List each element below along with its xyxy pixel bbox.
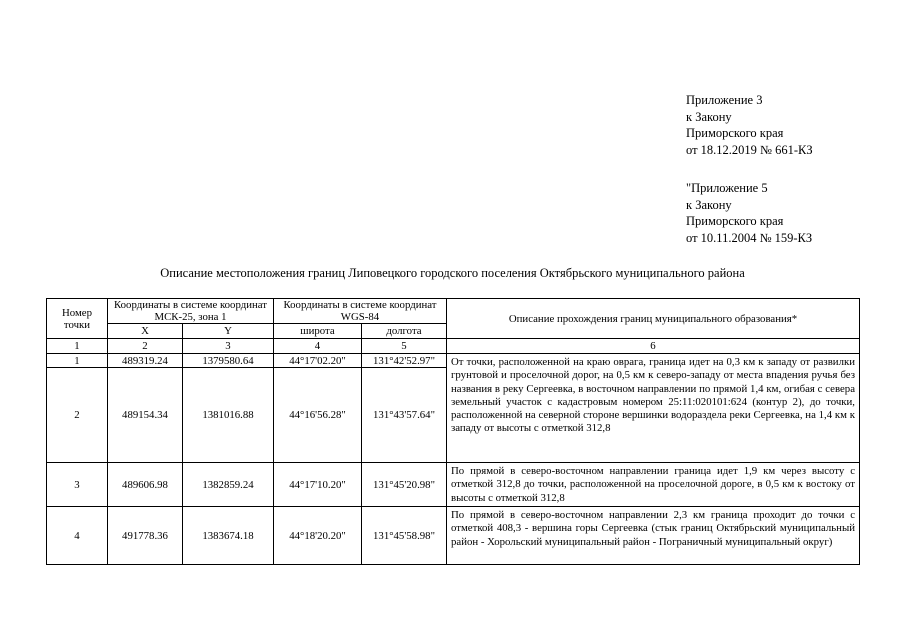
latitude: 44°18'20.20"	[274, 507, 362, 565]
appendix-line: от 18.12.2019 № 661-КЗ	[686, 143, 813, 158]
table-row	[47, 463, 860, 507]
header-msk25-group: Координаты в системе координат МСК-25, зона 1	[108, 299, 274, 324]
header-y: Y	[183, 324, 274, 339]
appendix-line: Приложение 3	[686, 93, 763, 107]
segment-description: По прямой в северо-восточном направлении граница идет 1,9 км через высоту с отметкой 312,8 до точки, расположенной на проселочной дороге, в 0,5 км к востоку от высоты с отметкой 312,8	[447, 463, 860, 507]
column-number: 1	[47, 339, 108, 354]
coord-y: 1382859.24	[183, 463, 274, 507]
coord-x: 491778.36	[108, 507, 183, 565]
header-wgs84-group: Координаты в системе координат WGS-84	[274, 299, 447, 324]
coord-y: 1379580.64	[183, 354, 274, 368]
coord-x: 489606.98	[108, 463, 183, 507]
coord-y: 1381016.88	[183, 368, 274, 463]
column-number: 4	[274, 339, 362, 354]
header-longitude: долгота	[362, 324, 447, 339]
latitude: 44°17'10.20"	[274, 463, 362, 507]
column-number: 5	[362, 339, 447, 354]
column-number: 3	[183, 339, 274, 354]
point-number: 4	[47, 507, 108, 565]
header-x: X	[108, 324, 183, 339]
coord-x: 489319.24	[108, 354, 183, 368]
column-number: 6	[447, 339, 860, 354]
table-row	[47, 507, 860, 565]
appendix-reference-original	[686, 180, 812, 247]
longitude: 131°45'20.98"	[362, 463, 447, 507]
latitude: 44°16'56.28"	[274, 368, 362, 463]
appendix-line: "Приложение 5	[686, 181, 768, 195]
coord-y: 1383674.18	[183, 507, 274, 565]
latitude: 44°17'02.20"	[274, 354, 362, 368]
appendix-line: к Закону	[686, 197, 732, 212]
boundary-coordinates-table	[46, 298, 860, 565]
header-point-number: Номер точки	[47, 299, 108, 339]
longitude: 131°45'58.98"	[362, 507, 447, 565]
point-number: 2	[47, 368, 108, 463]
appendix-line: Приморского края	[686, 126, 784, 141]
header-description: Описание прохождения границ муниципального образования*	[447, 299, 860, 339]
appendix-line: к Закону	[686, 109, 732, 124]
header-latitude: широта	[274, 324, 362, 339]
appendix-reference-current	[686, 92, 813, 159]
segment-description: По прямой в северо-восточном направлении 2,3 км граница проходит до точки с отметкой 408,3 - вершина горы Сергеевка (стык границ Октябрьский муниципальный район - Хорольский муниципальный район - Пограничный муниципальный округ)	[447, 507, 860, 565]
longitude: 131°43'57.64"	[362, 368, 447, 463]
point-number: 3	[47, 463, 108, 507]
appendix-line: от 10.11.2004 № 159-КЗ	[686, 231, 813, 246]
point-number: 1	[47, 354, 108, 368]
table-row	[47, 354, 860, 368]
coord-x: 489154.34	[108, 368, 183, 463]
longitude: 131°42'52.97"	[362, 354, 447, 368]
column-number: 2	[108, 339, 183, 354]
document-title: Описание местоположения границ Липовецкого городского поселения Октябрьского муниципального района	[160, 266, 745, 280]
appendix-line: Приморского края	[686, 214, 784, 229]
column-number-row	[47, 339, 860, 354]
segment-description: От точки, расположенной на краю оврага, граница идет на 0,3 км к западу от развилки грунтовой и проселочной дорог, на 0,5 км к северо-западу от места впадения ручья без названия в реку Сергеевка, в восточном направлении по прямой 1,4 км, огибая с севера земельный участок с кадастровым номером 25:11:020101:624 (контур 2), до точки, расположенной на северной стороне вершинки водораздела реки Сергеевка, на 1,4 км к западу от высоты с отметкой 312,8	[447, 354, 860, 463]
